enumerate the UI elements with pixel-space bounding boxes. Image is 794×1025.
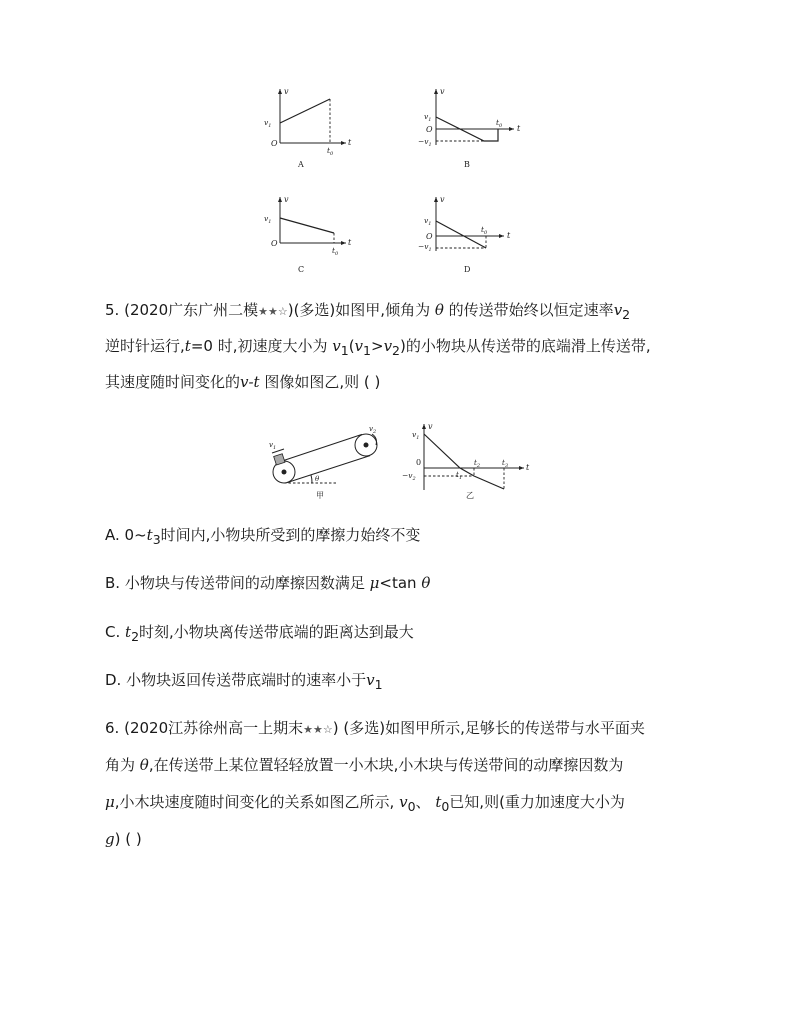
q5-option-a[interactable]: A. $0\sim t_3$时间内,小物块所受到的摩擦力始终不变 <box>105 526 421 547</box>
svg-text:v: v <box>428 422 433 431</box>
graph-a-caption: A <box>298 160 304 169</box>
difficulty-stars-icon: ★★☆ <box>303 723 333 736</box>
graph-d-line <box>436 221 486 248</box>
svg-text:−v1: $-v_1$ <box>418 137 432 148</box>
svg-text:O: O <box>426 125 433 134</box>
graph-a <box>262 85 382 170</box>
svg-text:v1: $v_1$ <box>412 430 420 441</box>
figure-jia-conveyor <box>262 420 392 505</box>
q6-line-3: μ,小木块速度随时间变化的关系如图乙所示, $v_0$、 $t_0$已知,则(重力加速度大小为 <box>105 793 625 814</box>
svg-text:−v1: $-v_1$ <box>418 242 432 253</box>
svg-text:乙: 乙 <box>466 491 474 500</box>
difficulty-stars-icon: ★★☆ <box>258 305 288 318</box>
svg-text:v1: $v_1$ <box>424 216 432 227</box>
q5-line-2: 逆时针运行,t=0 时,初速度大小为 $v_1(v_1>v_2)$的小物块从传送带的底端滑上传送带, <box>105 337 651 358</box>
q5-line-1: 5. (2020广东广州二模★★☆)(多选)如图甲,倾角为 θ 的传送带始终以恒定速率$v_2$ <box>105 301 631 322</box>
svg-text:O: O <box>271 139 278 148</box>
q5-option-d[interactable]: D. 小物块返回传送带底端时的速率小于$v_1$ <box>105 671 383 692</box>
svg-text:t0: $t_0$ <box>496 118 503 129</box>
q5-line-3: 其速度随时间变化的v-t 图像如图乙,则 ( ) <box>105 373 381 391</box>
svg-text:v2: $v_2$ <box>369 425 377 435</box>
svg-text:θ: θ <box>315 475 320 483</box>
svg-text:t0: $t_0$ <box>332 246 339 257</box>
svg-text:t0: $t_0$ <box>327 146 334 157</box>
svg-text:O: O <box>271 239 278 248</box>
svg-text:v1: $v_1$ <box>269 441 277 451</box>
svg-text:t: t <box>507 231 511 240</box>
q6-line-4: g) ( ) <box>105 830 142 848</box>
figure-yi-vt-graph <box>398 420 538 505</box>
q6-line-2: 角为 θ,在传送带上某位置轻轻放置一小木块,小木块与传送带间的动摩擦因数为 <box>105 756 624 774</box>
q6-line-1: 6. (2020江苏徐州高一上期末★★☆) (多选)如图甲所示,足够长的传送带与水平面夹 <box>105 719 645 737</box>
graph-c <box>262 193 382 278</box>
svg-text:t: t <box>348 138 352 147</box>
q5-option-b[interactable]: B. 小物块与传送带间的动摩擦因数满足 μ<tan θ <box>105 574 431 592</box>
svg-text:t: t <box>526 463 530 472</box>
svg-text:0: 0 <box>416 458 422 467</box>
svg-text:v: v <box>440 195 445 204</box>
svg-text:t: t <box>517 124 521 133</box>
graph-a-line <box>280 99 330 123</box>
figure-yi-line <box>424 434 504 489</box>
svg-text:v: v <box>284 87 289 96</box>
svg-text:v1: $v_1$ <box>264 118 272 129</box>
svg-text:v1: $v_1$ <box>424 112 432 123</box>
q5-option-c[interactable]: C. $t_2$时刻,小物块离传送带底端的距离达到最大 <box>105 623 414 644</box>
svg-text:t2: $t_2$ <box>474 459 481 469</box>
graph-b-caption: B <box>464 160 470 169</box>
svg-text:−v2: $-v_2$ <box>402 471 416 482</box>
svg-text:t1: $t_1$ <box>456 471 463 481</box>
svg-text:v1: $v_1$ <box>264 214 272 225</box>
graph-b <box>418 85 538 170</box>
graph-c-caption: C <box>298 265 305 274</box>
graph-c-line <box>280 218 334 233</box>
svg-text:t0: $t_0$ <box>481 225 488 236</box>
svg-text:甲: 甲 <box>316 491 324 500</box>
svg-text:v: v <box>440 87 445 96</box>
svg-text:t3: $t_3$ <box>502 459 509 469</box>
graph-d <box>418 193 538 278</box>
graph-d-caption: D <box>464 265 471 274</box>
svg-text:v: v <box>284 195 289 204</box>
svg-text:O: O <box>426 232 433 241</box>
svg-text:t: t <box>348 238 352 247</box>
